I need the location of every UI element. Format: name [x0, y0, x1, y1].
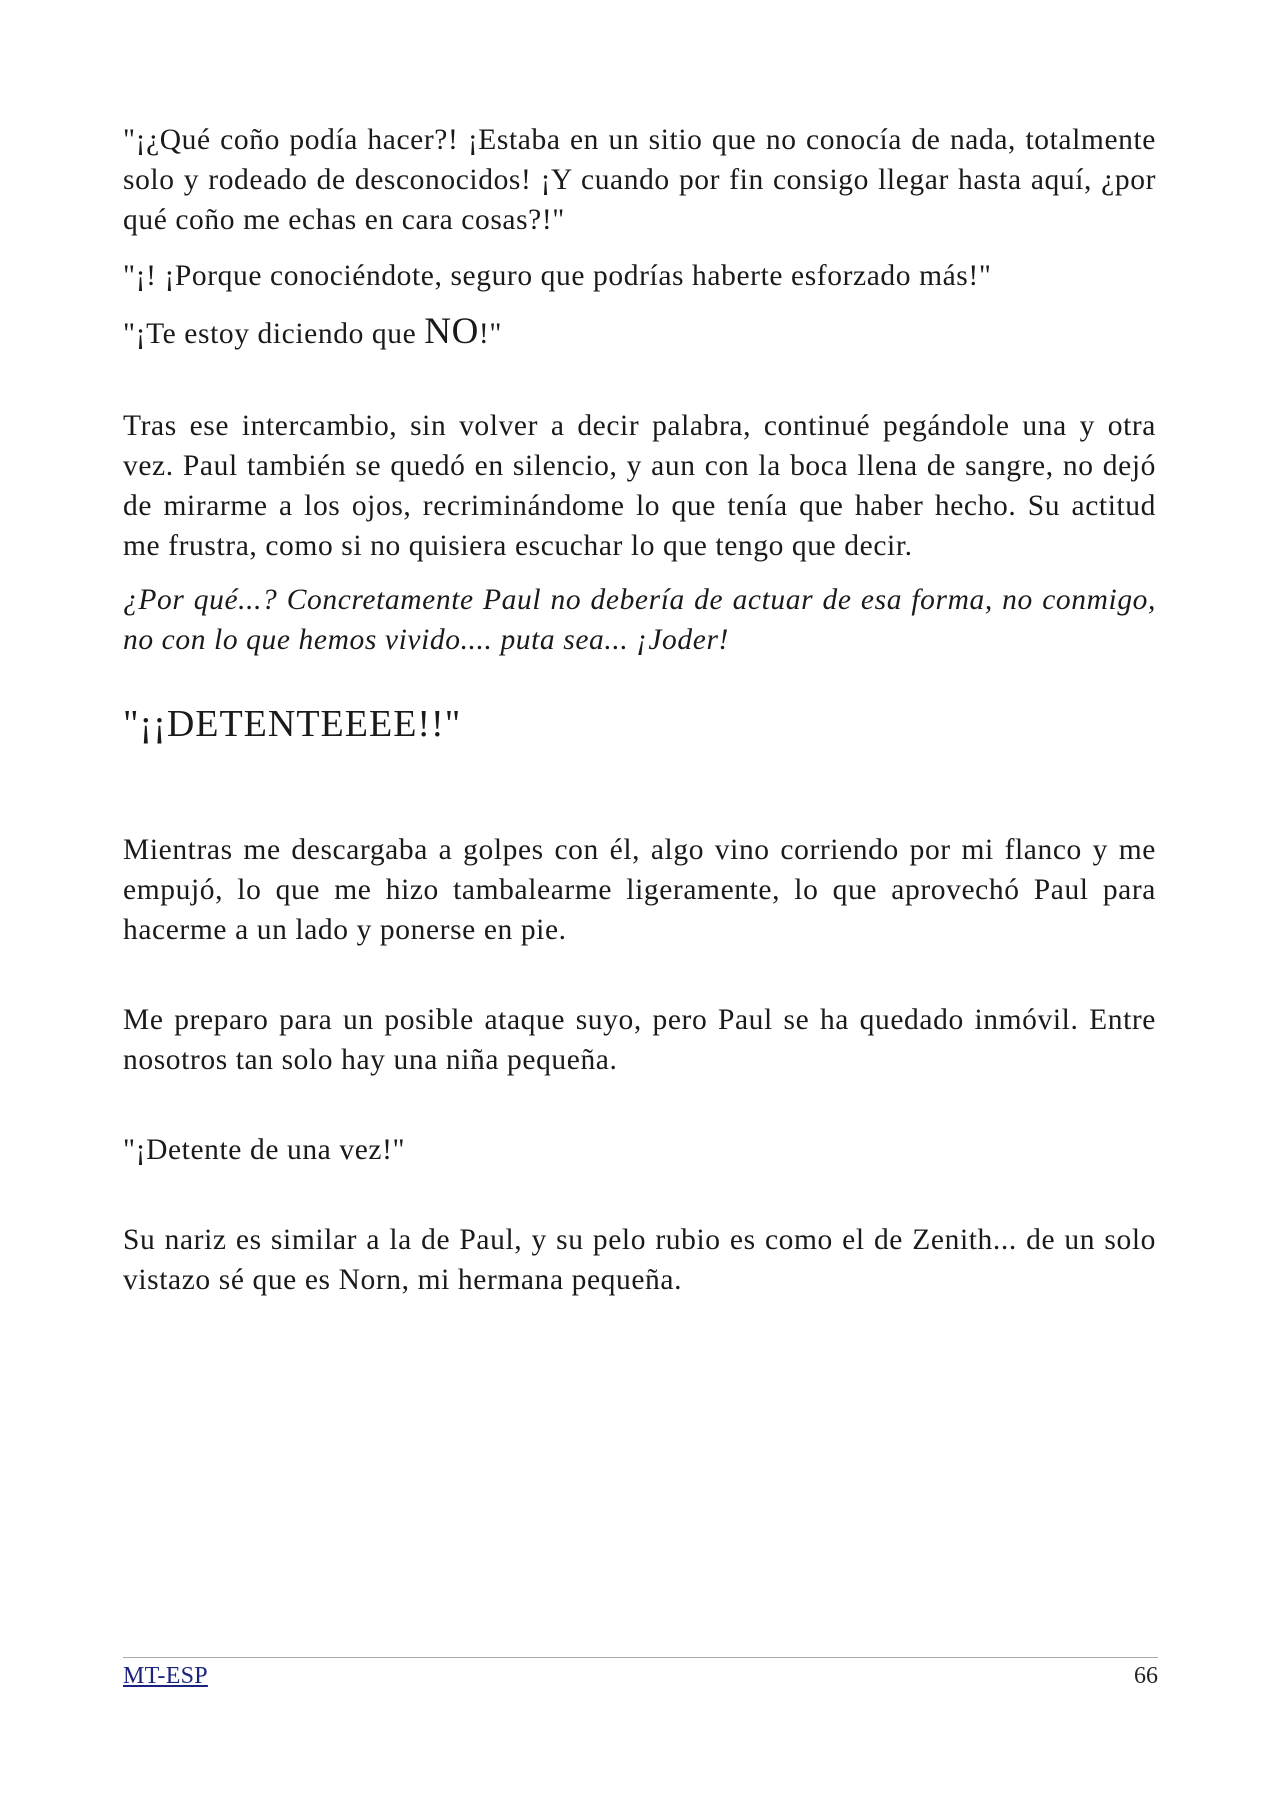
dialogue-3-start: "¡Te estoy diciendo que — [123, 318, 425, 350]
footer-divider — [123, 1657, 1158, 1658]
shout-line: "¡¡DETENTEEEE!!" — [123, 703, 462, 745]
footer-link[interactable]: MT-ESP — [123, 1663, 208, 1689]
dialogue-paragraph-1: "¡¿Qué coño podía hacer?! ¡Estaba en un sitio que no conocía de nada, totalmente solo y rodeado de desconocidos! ¡Y cuando por fin consigo llegar hasta aquí, ¿por qué coño me echas en cara cosas?!" — [123, 124, 1156, 236]
dialogue-3-end: !" — [478, 318, 502, 350]
inner-thought-paragraph: ¿Por qué...? Concretamente Paul no debería de actuar de esa forma, no conmigo, no con lo que hemos vivido.... puta sea... ¡Joder! — [123, 584, 1156, 656]
narration-paragraph-3: Me preparo para un posible ataque suyo, pero Paul se ha quedado inmóvil. Entre nosotros tan solo hay una niña pequeña. — [123, 1004, 1156, 1076]
dialogue-paragraph-4: "¡Detente de una vez!" — [123, 1134, 406, 1166]
narration-paragraph-1: Tras ese intercambio, sin volver a decir palabra, continué pegándole una y otra vez. Paul también se quedó en silencio, y aun con la boca llena de sangre, no dejó de mirarme a los ojos, recriminándome lo que tenía que haber hecho. Su actitud me frustra, como si no quisiera escuchar lo que tengo que decir. — [123, 410, 1156, 562]
dialogue-paragraph-3 — [123, 312, 1156, 354]
dialogue-paragraph-2: "¡! ¡Porque conociéndote, seguro que podrías haberte esforzado más!" — [123, 260, 992, 292]
emphasis-no: NO — [424, 311, 479, 352]
narration-paragraph-2: Mientras me descargaba a golpes con él, algo vino corriendo por mi flanco y me empujó, lo que me hizo tambalearme ligeramente, lo que aprovechó Paul para hacerme a un lado y ponerse en pie. — [123, 834, 1156, 946]
page-body — [123, 120, 1156, 1300]
page-number: 66 — [1134, 1663, 1158, 1689]
narration-paragraph-4: Su nariz es similar a la de Paul, y su pelo rubio es como el de Zenith... de un solo vistazo sé que es Norn, mi hermana pequeña. — [123, 1224, 1156, 1296]
